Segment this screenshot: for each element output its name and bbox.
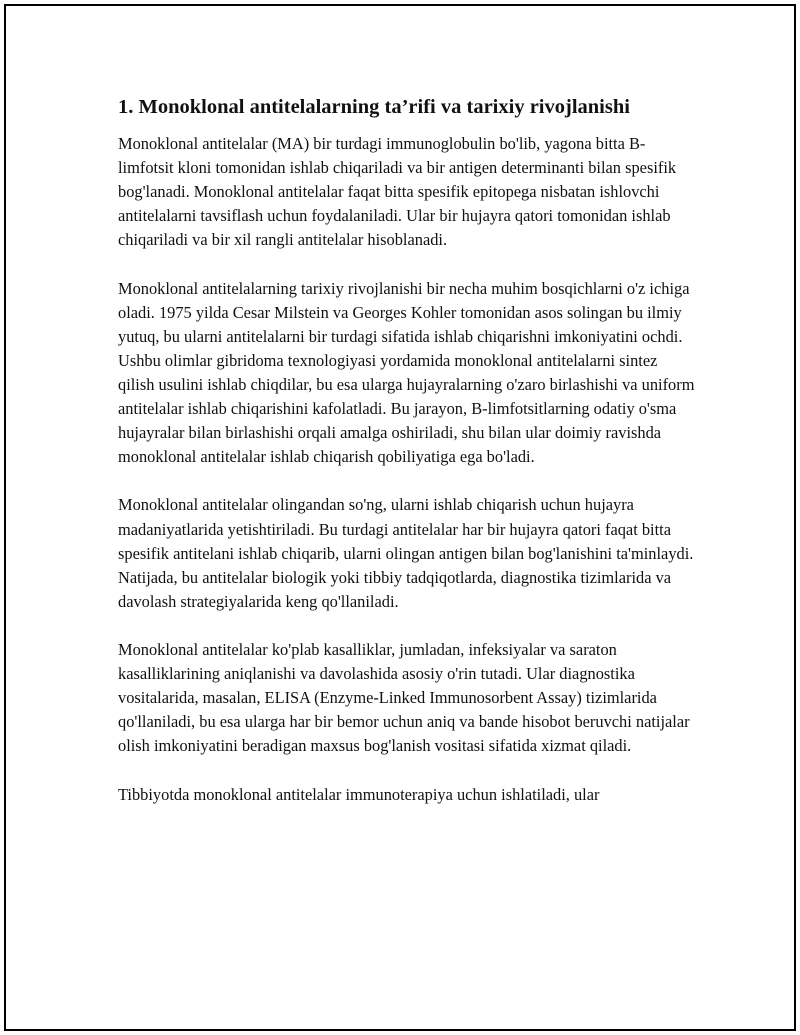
section-heading: 1. Monoklonal antitelalarning ta’rifi va tarixiy rivojlanishi	[118, 96, 630, 118]
paragraph-immunotherapy: Tibbiyotda monoklonal antitelalar immunoterapiya uchun ishlatiladi, ular	[118, 784, 600, 804]
paragraph-production: Monoklonal antitelalar olingandan so'ng, ularni ishlab chiqarish uchun hujayra madaniyatlarida yetishtiriladi. Bu turdagi antitelalar har bir hujayra qatori faqat bitta spesifik antitelani ishlab chiqarib, ularni olingan antigen bilan bog'lanishini ta'minlaydi. Natijada, bu antitelalar biologik yoki tibbiy tadqiqotlarda, diagnostika tizimlarida va davolash strategiyalarida keng qo'llaniladi.	[118, 495, 694, 611]
paragraph-history: Monoklonal antitelalarning tarixiy rivojlanishi bir necha muhim bosqichlarni o'z ichiga oladi. 1975 yilda Cesar Milstein va Georges Kohler tomonidan asos solingan bu ilmiy yutuq, bu ularni antitelalarni bir turdagi sifatida ishlab chiqarishni imkoniyatini ochdi. Ushbu olimlar gibridoma texnologiyasi yordamida monoklonal antitelalarni sintez qilish usulini ishlab chiqdilar, bu esa ularga hujayralarning o'zaro birlashishi va uniform antitelalar ishlab chiqarishini kafolatladi. Bu jarayon, B-limfotsitlarning odatiy o'sma hujayralar bilan birlashishi orqali amalga oshiriladi, shu bilan ular doimiy ravishda monoklonal antitelalar ishlab chiqarish qobiliyatiga ega bo'ladi.	[118, 278, 695, 467]
document-body	[118, 94, 696, 831]
paragraph-definition: Monoklonal antitelalar (MA) bir turdagi immunoglobulin bo'lib, yagona bitta B-limfotsit kloni tomonidan ishlab chiqariladi va bir antigen determinanti bilan spesifik bog'lanadi. Monoklonal antitelalar faqat bitta spesifik epitopega nisbatan ishlovchi antitelalarni tavsiflash uchun foydalaniladi. Ular bir hujayra qatori tomonidan ishlab chiqariladi va bir xil rangli antitelalar hisoblanadi.	[118, 134, 677, 250]
paragraph-applications: Monoklonal antitelalar ko'plab kasalliklar, jumladan, infeksiyalar va saraton kasalliklarining aniqlanishi va davolashida asosiy o'rin tutadi. Ular diagnostika vositalarida, masalan, ELISA (Enzyme-Linked Immunosorbent Assay) tizimlarida qo'llaniladi, bu esa ularga har bir bemor uchun aniq va bande hisobot beruvchi natijalar olish imkoniyatini beradigan maxsus bog'lanish vositasi sifatida xizmat qiladi.	[118, 639, 690, 756]
